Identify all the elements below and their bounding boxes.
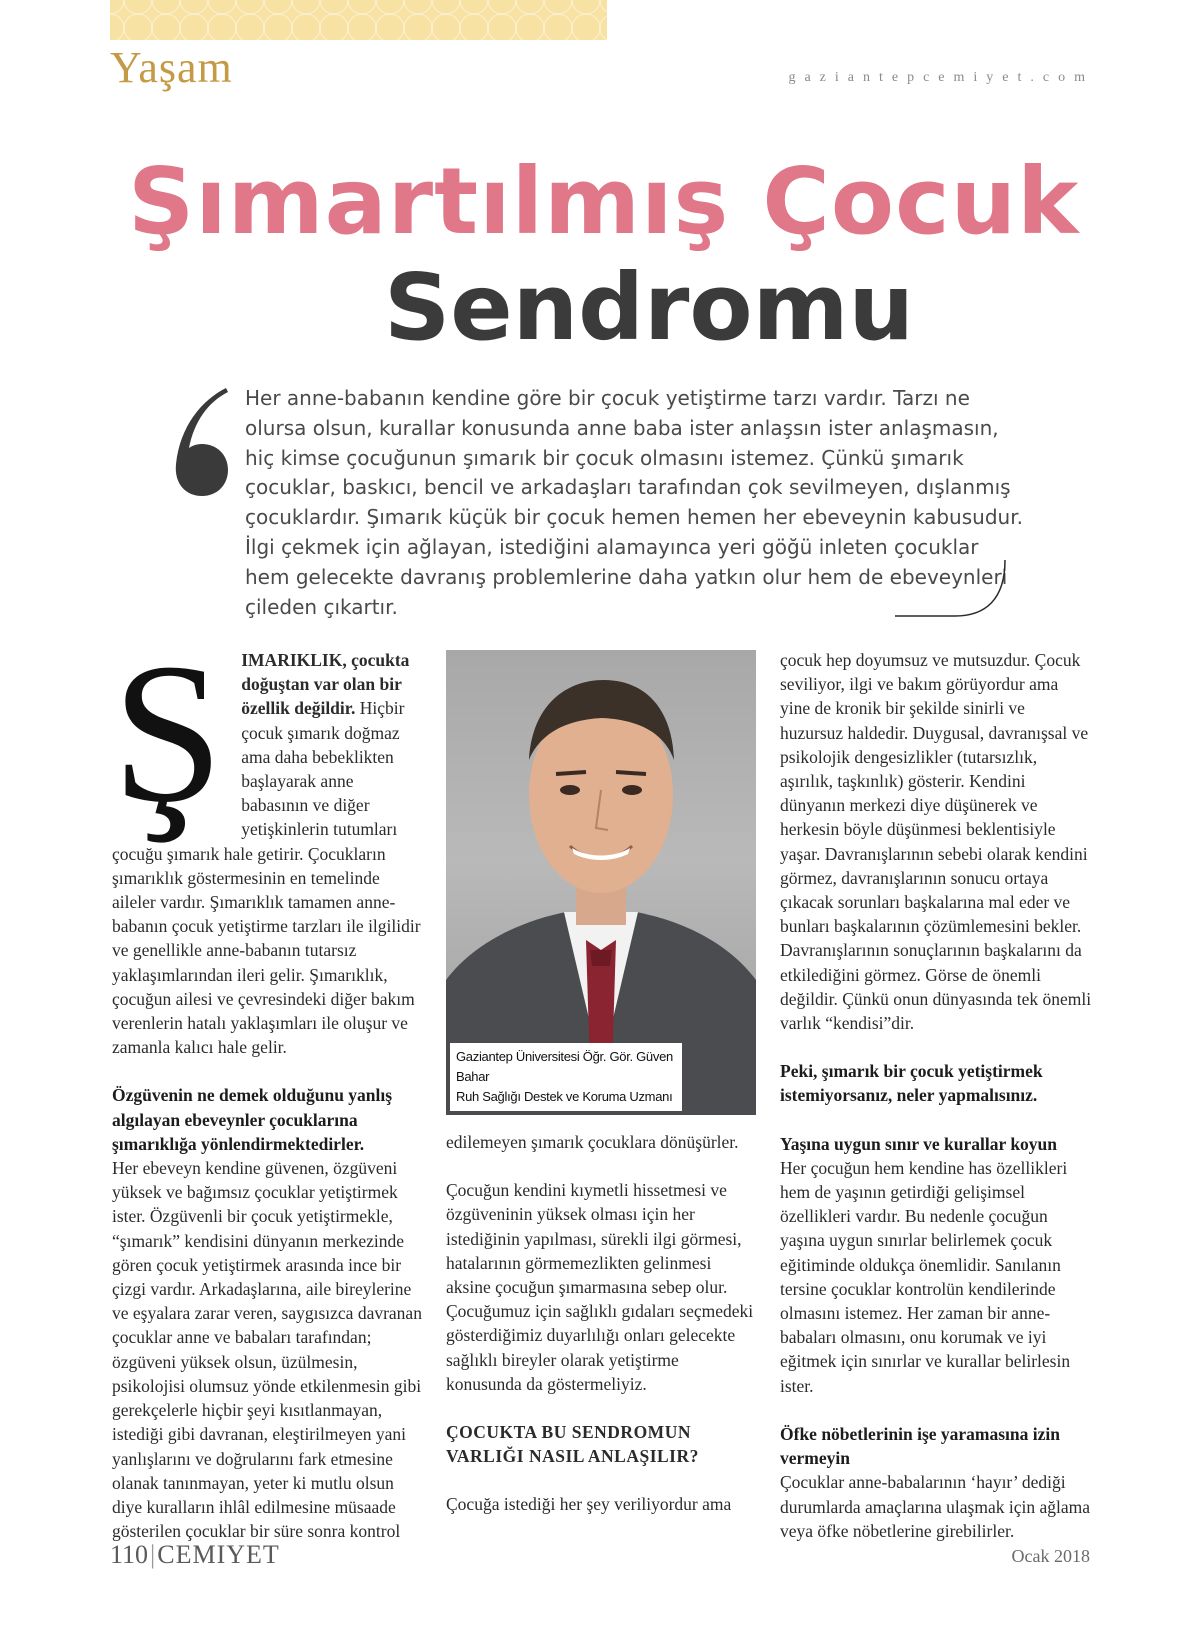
column3-paragraph-1: çocuk hep doyumsuz ve mutsuzdur. Çocuk seviliyor, ilgi ve bakım görüyordur ama yine de kronik bir şekilde sinirli ve huzursuz haldedir. Duygusal, davranışsal ve psikolojik dengesizlikler (tutarsızlık, aşırılık, taşkınlık) gösterir. Kendini dünyanın merkezi diye düşünerek ve herkesin böyle düşünmesi beklentisiyle yaşar. Davranışlarının sebebi olarak kendini görmez, davranışlarının sonucu ortaya çıkacak sorunları başkalarına mal eder ve bunları başkalarının çözümlemesini bekler. Davranışlarının sonuçlarının başkalarını da etkilediğini görmez. Görse de önemli değildir. Çünkü onun dünyasında tek önemli varlık “kendisi”dir. xyxy=(780,650,1092,1034)
lead-bracket-decoration xyxy=(895,558,1015,618)
column1-heading: Özgüvenin ne demek olduğunu yanlış algılayan ebeveynler çocuklarına şımarıklığa yönlendirmektedirler. xyxy=(112,1085,393,1154)
column3-subheading-1: Yaşına uygun sınır ve kurallar koyun xyxy=(780,1133,1058,1154)
intro-text: Hiçbir çocuk şımarık doğmaz ama daha bebeklikten başlayarak anne babasının ve diğer yetişkinlerin tutumları çocuğu şımarık hale getirir. Çocukların şımarıklık göstermesinin en temelinde aileler vardır. Şımarıklık tamamen anne-babanın çocuk yetiştirme tarzları ile ilgilidir ve genellikle anne-babanın tutarsız yaklaşımlarından ileri gelir. Şımarıklık, çocuğun ailesi ve çevresindeki diğer bakım verenlerin hatalı yaklaşımları ile oluşur ve zamanla kalıcı hale gelir. xyxy=(112,698,421,1058)
column-right xyxy=(780,648,1092,1543)
column-left xyxy=(112,623,424,1543)
drop-cap: Ş xyxy=(112,623,224,844)
page-number: 110 xyxy=(110,1540,149,1569)
page-footer xyxy=(110,1540,280,1570)
footer-separator: | xyxy=(150,1540,156,1569)
author-photo xyxy=(446,650,756,1115)
lead-paragraph: Her anne-babanın kendine göre bir çocuk yetiştirme tarzı vardır. Tarzı ne olursa olsun, kurallar konusunda anne baba ister anlaşsın ister anlaşmasın, hiç kimse çocuğunun şımarık bir çocuk olmasını istemez. Çünkü şımarık çocuklar, baskıcı, bencil ve arkadaşları tarafından çok sevilmeyen, dışlanmış çocuklardır. Şımarık küçük bir çocuk hemen hemen her ebeveynin kabusudur. İlgi çekmek için ağlayan, istediğini alamayınca yeri göğü inleten çocuklar hem gelecekte davranış problemlerine daha yatkın olur hem de ebeveynleri çileden çıkartır. xyxy=(245,386,1023,619)
section-label: Yaşam xyxy=(110,43,233,92)
column2-heading: ÇOCUKTA BU SENDROMUN VARLIĞI NASIL ANLAŞILIR? xyxy=(446,1422,699,1467)
column3-paragraph-2: Her çocuğun hem kendine has özellikleri hem de yaşının getirdiği gelişimsel özellikleri vardır. Bu nedenle çocuğun yaşına uygun sınırlar belirlemek çocuk eğitiminde oldukça önemlidir. Sanılanın tersine çocuklar kontrolün kendilerinde olmasını istemez. Her zaman bir anne-babaları olmasını, onu korumak ve iyi eğitmek için sınırlar ve kurallar belirlesin ister. xyxy=(780,1157,1071,1396)
issue-date: Ocak 2018 xyxy=(1011,1546,1090,1566)
photo-caption xyxy=(450,1043,682,1111)
article-title: Şımartılmış Çocuk xyxy=(128,148,1080,255)
quote-mark-icon xyxy=(172,386,230,498)
article-subtitle: Sendromu xyxy=(384,254,914,361)
column2-paragraph-2: Çocuğun kendini kıymetli hissetmesi ve özgüveninin yüksek olması için her istediğinin yapılması, sürekli ilgi görmesi, hatalarının görmemezlikten gelinmesi aksine çocuğun şımarmasına sebep olur. Çocuğumuz için sağlıklı gıdaları seçmedeki gösterdiğimiz duyarlılığı onları gelecekte sağlıklı bireyler olarak yetiştirme konusunda da göstermeliyiz. xyxy=(446,1180,754,1394)
column2-paragraph-1: edilemeyen şımarık çocuklara dönüşürler. xyxy=(446,1132,739,1152)
intro-bold: IMARIKLIK, çocukta doğuştan var olan bir özellik değildir. xyxy=(241,650,410,719)
column1-body: Her ebeveyn kendine güvenen, özgüveni yüksek ve bağımsız çocuklar yetiştirmek ister. Özgüvenli bir çocuk yetiştirmekle, “şımarık” kendisini dünyanın merkezinde gören çocuk yetiştirmek arasında ince bir çizgi vardır. Arkadaşlarına, aile bireylerine ve eşyalara zarar veren, saygısızca davranan çocuklar anne ve babaları tarafından; özgüveni yüksek olsun, üzülmesin, psikolojisi olumsuz yönde etkilenmesin gibi gerekçelerle hiçbir şeyi kısıtlanmayan, istediği gibi davranan, eleştirilmeyen yani yanlışlarını ve doğrularını fark etmesine olanak tanınmayan, yeter ki mutlu olsun diye kuralların ihlâl edilmesine müsaade gösterilen çocuklar bir süre sonra kontrol xyxy=(112,1158,422,1542)
site-url: gaziantepcemiyet.com xyxy=(788,70,1094,85)
caption-line-1: Gaziantep Üniversitesi Öğr. Gör. Güven Bahar xyxy=(456,1049,673,1084)
decorative-pattern-strip xyxy=(110,0,607,40)
magazine-name: CEMIYET xyxy=(157,1540,280,1569)
caption-line-2: Ruh Sağlığı Destek ve Koruma Uzmanı xyxy=(456,1089,673,1104)
column3-paragraph-3: Çocuklar anne-babalarının ‘hayır’ dediği durumlarda amaçlarına ulaşmak için ağlama veya öfke nöbetlerine girebilirler. xyxy=(780,1472,1091,1541)
column3-heading: Peki, şımarık bir çocuk yetiştirmek istemiyorsanız, neler yapmalısınız. xyxy=(780,1061,1043,1106)
column-middle xyxy=(446,1130,758,1517)
column3-subheading-2: Öfke nöbetlerinin işe yaramasına izin vermeyin xyxy=(780,1423,1060,1469)
column2-paragraph-3: Çocuğa istediği her şey veriliyordur ama xyxy=(446,1494,732,1515)
